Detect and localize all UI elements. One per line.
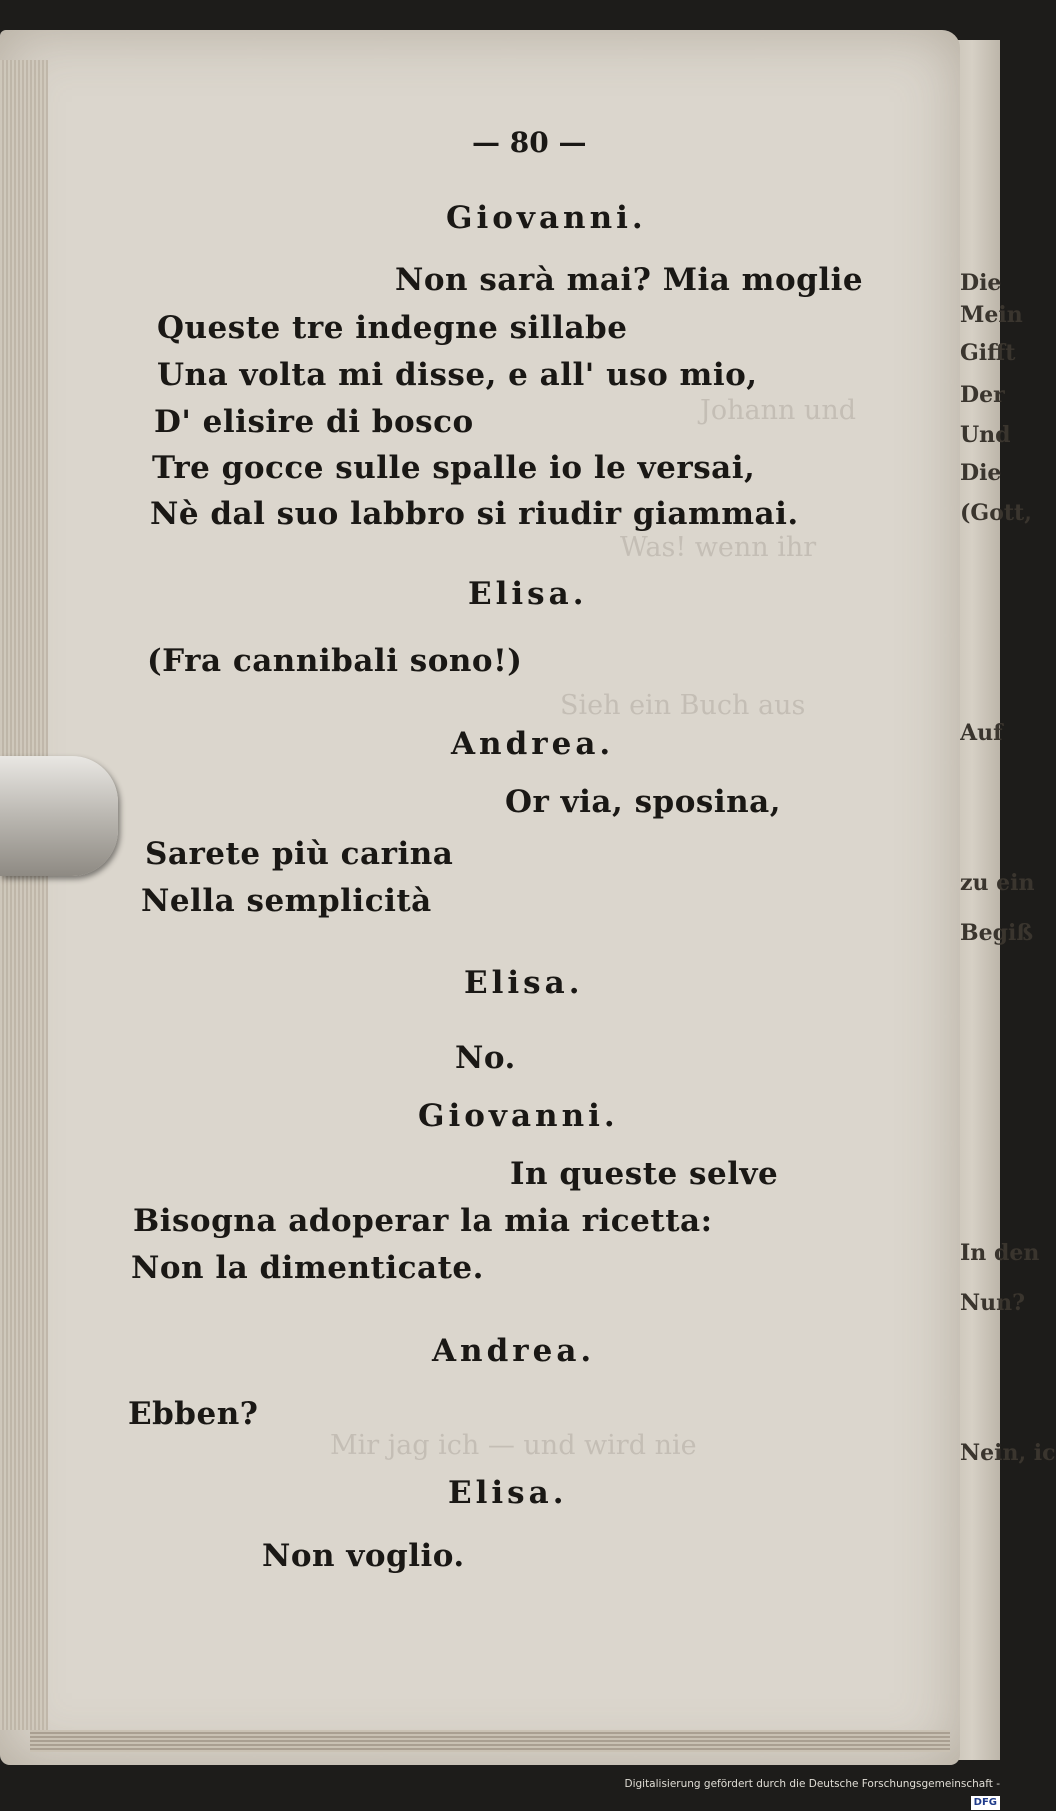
- verse-line: No.: [455, 1040, 516, 1076]
- verse-line: Non la dimenticate.: [131, 1250, 484, 1286]
- footer-text: Digitalisierung gefördert durch die Deutsche Forschungsgemeinschaft -: [624, 1778, 1000, 1790]
- facing-page-text: zu ein: [960, 870, 1035, 896]
- verse-line: Ebben?: [128, 1396, 259, 1432]
- speaker-name: Andrea.: [451, 726, 615, 762]
- thumb-holding-page: [0, 756, 118, 876]
- verse-line: Non voglio.: [262, 1538, 465, 1574]
- show-through-text: Johann und: [700, 395, 856, 426]
- verse-line: Tre gocce sulle spalle io le versai,: [152, 450, 756, 486]
- verse-line: Sarete più carina: [145, 836, 454, 872]
- facing-page-text: Der: [960, 382, 1005, 408]
- speaker-name: Andrea.: [432, 1333, 596, 1369]
- facing-page-text: Nun?: [960, 1290, 1025, 1316]
- facing-page-text: Auf: [960, 720, 1003, 746]
- show-through-text: Was! wenn ihr: [620, 532, 817, 563]
- speaker-name: Giovanni.: [446, 200, 647, 236]
- verse-line: Nè dal suo labbro si riudir giammai.: [150, 496, 799, 532]
- verse-line: In queste selve: [510, 1156, 779, 1192]
- facing-page-text: Begiß: [960, 920, 1034, 946]
- facing-page-text: Die: [960, 460, 1002, 486]
- verse-line: Nella semplicità: [141, 883, 432, 919]
- page-number: — 80 —: [472, 126, 587, 159]
- show-through-text: Mir jag ich — und wird nie: [330, 1430, 697, 1461]
- stage-direction: (Fra cannibali sono!): [147, 643, 523, 679]
- facing-page-text: Mein: [960, 302, 1023, 328]
- speaker-name: Elisa.: [464, 965, 584, 1001]
- dfg-logo-icon: DFG: [971, 1796, 1000, 1810]
- verse-line: D' elisire di bosco: [154, 404, 474, 440]
- facing-page-text: In den: [960, 1240, 1040, 1266]
- speaker-name: Elisa.: [448, 1475, 568, 1511]
- verse-line: Queste tre indegne sillabe: [157, 310, 628, 346]
- verse-line: Or via, sposina,: [505, 784, 782, 820]
- speaker-name: Giovanni.: [418, 1098, 619, 1134]
- facing-page-text: (Gott,: [960, 500, 1032, 526]
- facing-page-text: Und: [960, 422, 1011, 448]
- show-through-text: Sieh ein Buch aus: [560, 690, 806, 721]
- verse-line: Bisogna adoperar la mia ricetta:: [133, 1203, 713, 1239]
- page-stack-bottom: [30, 1730, 950, 1752]
- facing-page-text: Gifft: [960, 340, 1016, 366]
- verse-line: Non sarà mai? Mia moglie: [395, 262, 864, 298]
- facing-page-text: Die: [960, 270, 1002, 296]
- speaker-name: Elisa.: [468, 576, 588, 612]
- digitization-footer: [600, 1775, 1000, 1808]
- verse-line: Una volta mi disse, e all' uso mio,: [157, 357, 758, 393]
- page-stack-edge: [0, 60, 48, 1730]
- facing-page-text: Nein, ic: [960, 1440, 1056, 1466]
